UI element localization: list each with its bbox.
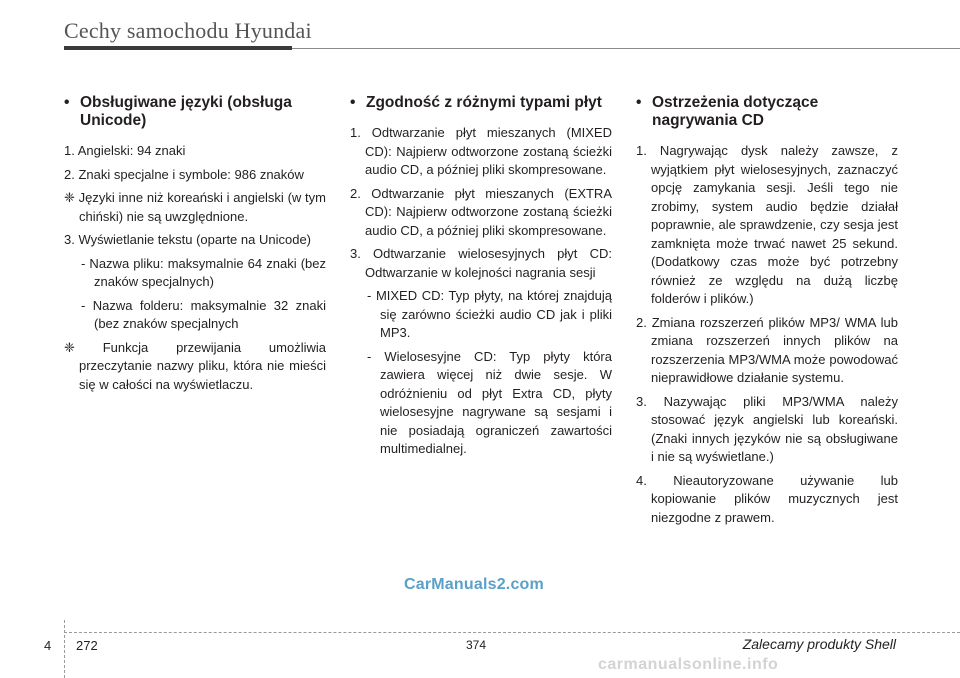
item-text: - MIXED CD: Typ płyty, na której znajdują się zarówno ścieżki audio CD jak i pliki MP3. [367,288,612,340]
list-item [636,393,898,467]
list-item [636,472,898,528]
list-item [350,185,612,241]
bullet-icon: • [350,94,356,111]
item-text: 3. Wyświetlanie tekstu (oparte na Unicode) [64,232,311,247]
column-cd-recording-warnings [636,94,898,532]
section-title [636,94,898,130]
item-text: - Nazwa pliku: maksymalnie 64 znaki (bez znaków specjalnych) [81,255,326,289]
note-symbol-icon: ❈ [64,339,75,355]
item-text: 2. Znaki specjalne i symbole: 986 znaków [64,166,304,182]
section-title-text: Zgodność z różnymi typami płyt [366,94,602,111]
footer-center-number: 374 [466,638,487,652]
footer-crop-mark [64,620,65,678]
footer-divider [64,632,960,633]
section-title-text: Obsługiwane języki (obsługa Unicode) [80,94,292,129]
list-item [64,166,326,185]
list-item [64,231,326,250]
item-text: 4. Nieautoryzowane używanie lub kopiowanie plików muzycznych jest niezgodne z prawem. [636,472,898,525]
footer-slogan: Zalecamy produkty Shell [742,636,896,652]
list-item [64,142,326,161]
item-text: 1. Angielski: 94 znaki [64,143,186,158]
list-item [636,142,898,309]
watermark-carmanuals: CarManuals2.com [404,576,544,593]
sub-item [68,255,326,292]
list-item [350,245,612,282]
header-divider [292,48,960,49]
item-text: 3. Nazywając pliki MP3/WMA należy stosować język angielski lub koreański. (Znaki innych języków nie są obsługiwane i nie są wyświetlane.) [636,393,898,464]
page-header-title: Cechy samochodu Hyundai [64,18,312,43]
footer-page-number: 272 [76,638,98,653]
sub-item [354,348,612,459]
item-text: 1. Odtwarzanie płyt mieszanych (MIXED CD): Najpierw odtworzone zostaną ścieżki audio CD, a później pliki skompresowane. [350,125,612,177]
note-item [64,339,326,395]
item-text: Języki inne niż koreański i angielski (w tym chiński) nie są uwzględnione. [78,190,326,224]
column-disc-compatibility [350,94,612,464]
list-item [350,124,612,180]
section-title-text: Ostrzeżenia dotyczące nagrywania CD [652,94,819,129]
sub-item [68,297,326,334]
item-text: Funkcja przewijania umożliwia przeczytanie nazwy pliku, która nie mieści się w całości na wyświetlaczu. [79,339,326,392]
note-item [64,189,326,226]
header-accent-bar [64,46,292,50]
sub-item [354,287,612,343]
note-symbol-icon: ❈ [64,190,75,205]
item-text: - Wielosesyjne CD: Typ płyty która zawiera więcej niż dwie sesje. W odróżnieniu od płyt Extra CD, płyty wielosesyjne nagrywane są sesjami i nie posiadają ograniczeń zawartości multimedialnej. [367,348,612,456]
item-text: 2. Odtwarzanie płyt mieszanych (EXTRA CD): Najpierw odtworzone zostaną ścieżki audio CD, a później pliki skompresowane. [350,185,612,238]
list-item [636,314,898,388]
item-text: 3. Odtwarzanie wielosesyjnych płyt CD: Odtwarzanie w kolejności nagrania sesji [350,246,612,280]
footer-chapter-number: 4 [44,638,52,653]
section-title [350,94,612,112]
item-text: 2. Zmiana rozszerzeń plików MP3/ WMA lub zmiana rozszerzeń innych plików na rozszerzenia MP3/WMA może powodować nieprawidłowe działanie systemu. [636,314,898,385]
item-text: 1. Nagrywając dysk należy zawsze, z wyjątkiem płyt wielosesyjnych, zaznaczyć opcję zamykania sesji. Jeśli tego nie zrobimy, system audio będzie działał poprawnie, ale sprawdzenie, czy sesja jest zamknięta może trwać nawet 25 sekund. (Dodatkowy czas może być potrzebny również ze względu na dużą liczbę folderów i plików.) [636,143,898,306]
section-title [64,94,326,130]
bullet-icon: • [64,94,70,111]
item-text: - Nazwa folderu: maksymalnie 32 znaki (bez znaków specjalnych [81,297,326,331]
bullet-icon: • [636,94,642,111]
watermark-carmanualsonline: carmanualsonline.info [598,656,779,673]
column-supported-languages [64,94,326,399]
